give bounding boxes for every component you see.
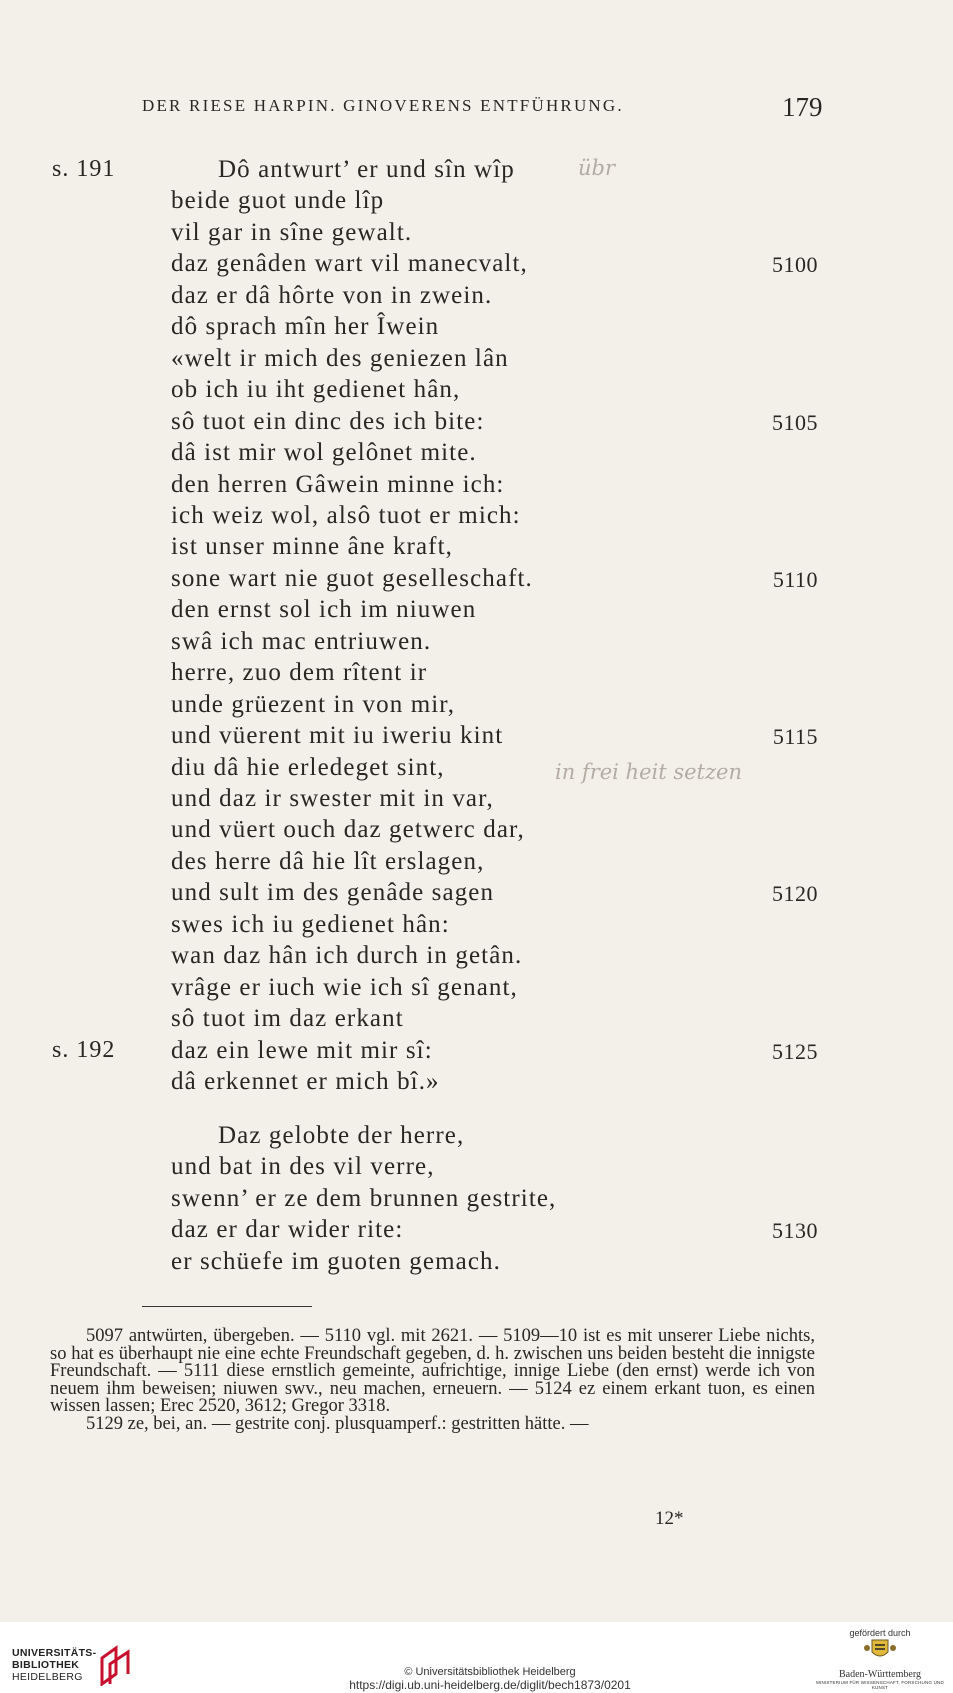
- verse-line: [0, 471, 953, 503]
- verse-line-number: 5115: [772, 724, 818, 750]
- verse-line: [0, 439, 953, 471]
- verse-line: [0, 911, 953, 943]
- running-header: [0, 92, 953, 122]
- verse-line-number: 5130: [772, 1218, 818, 1244]
- coat-of-arms-icon: [862, 1638, 898, 1662]
- verse-line: [0, 1122, 953, 1154]
- verse-text: daz genâden wart vil manecvalt,: [171, 250, 528, 278]
- verse-text: Dô antwurt’ er und sîn wîp: [218, 156, 515, 183]
- verse-line: [0, 187, 953, 219]
- footnote-divider: [142, 1306, 312, 1307]
- verse-line: [0, 722, 953, 754]
- verse-line: [0, 282, 953, 314]
- state-name: Baden-Württemberg: [838, 1669, 921, 1680]
- funder-block: [810, 1628, 950, 1690]
- signature-mark: 12*: [655, 1508, 684, 1529]
- verse-text: swenn’ er ze dem brunnen gestrite,: [171, 1184, 557, 1212]
- running-title: DER RIESE HARPIN. GINOVERENS ENTFÜHRUNG.: [142, 96, 624, 115]
- verse-text: daz er dar wider rite:: [171, 1216, 404, 1244]
- university-name-line: BIBLIOTHEK: [12, 1659, 80, 1671]
- verse-text: ob ich iu iht gedienet hân,: [171, 376, 461, 404]
- verse-text: daz ein lewe mit mir sî:: [171, 1036, 433, 1064]
- verse-line: [0, 250, 953, 282]
- verse-line: [0, 219, 953, 251]
- verse-text: sô tuot ein dinc des ich bite:: [171, 407, 485, 435]
- verse-text: dâ erkennet er mich bî.»: [171, 1068, 440, 1096]
- verse-text: er schüefe im guoten gemach.: [171, 1247, 501, 1275]
- verse-text: den herren Gâwein minne ich:: [171, 470, 505, 498]
- verse-line: [0, 313, 953, 345]
- university-name-line: UNIVERSITÄTS-: [12, 1647, 97, 1659]
- verse-line: [0, 565, 953, 597]
- verse-text: vil gar in sîne gewalt.: [171, 218, 413, 246]
- verse-line-number: 5120: [772, 881, 818, 907]
- section-marker: s. 192: [52, 1036, 116, 1063]
- pencil-annotation: übr: [578, 156, 616, 180]
- pencil-annotation: in frei heit setzen: [555, 760, 742, 784]
- verse-line-number: 5100: [772, 252, 818, 278]
- verse-text: diu dâ hie erledeget sint,: [171, 753, 445, 781]
- verse-text: sone wart nie guot geselleschaft.: [171, 564, 533, 592]
- verse-line: [0, 1037, 953, 1069]
- verse-line: [0, 942, 953, 974]
- verse-text: dâ ist mir wol gelônet mite.: [171, 439, 477, 467]
- verse-text: des herre dâ hie lît erslagen,: [171, 847, 485, 875]
- footnote-paragraph: 5097 antwürten, übergeben. — 5110 vgl. mit 2621. — 5109—10 ist es mit unserer Liebe nichts, so hat es überhaupt nie eine echte Freundschaft gegeben, d. h. zwischen uns beiden besteht die innigste Freundschaft. — 5111 diese ernstlich gemeinte, aufrichtige, innige Liebe (den ernst) werde ich von neuem ihm beweisen; niuwen swv., neu machen, erneuern. — 5124 ez einem erkant tuon, es einen wissen lassen; Erec 2520, 3612; Gregor 3318.: [50, 1326, 815, 1417]
- verse-line: [0, 785, 953, 817]
- verse-text: und vüerent mit iu iweriu kint: [171, 722, 504, 750]
- verse-text: und bat in des vil verre,: [171, 1153, 435, 1181]
- verse-line: [0, 879, 953, 911]
- section-marker: s. 191: [52, 156, 116, 182]
- library-logo-icon: [98, 1644, 134, 1686]
- verse-text: und daz ir swester mit in var,: [171, 785, 494, 812]
- verse-line: [0, 659, 953, 691]
- verse-line-number: 5105: [772, 409, 818, 435]
- verse-text: «welt ir mich des geniezen lân: [171, 344, 509, 372]
- page-number: 179: [782, 92, 823, 122]
- ministry-name: MINISTERIUM FÜR WISSENSCHAFT, FORSCHUNG UND KUNST: [816, 1680, 944, 1690]
- verse-text: Daz gelobte der herre,: [218, 1122, 465, 1149]
- verse-line: [0, 1248, 953, 1280]
- verse-line-number: 5125: [772, 1038, 818, 1064]
- verse-line: [0, 408, 953, 440]
- footer-bar: [0, 1622, 953, 1693]
- verse-text: ich weiz wol, alsô tuot er mich:: [171, 501, 521, 529]
- verse-line: [0, 596, 953, 628]
- verse-line: [0, 1185, 953, 1217]
- copyright-text: © Universitätsbibliothek Heidelberg: [404, 1666, 576, 1678]
- verse-text: beide guot unde lîp: [171, 187, 385, 215]
- verse-line: [0, 628, 953, 660]
- verse-line: [0, 156, 953, 188]
- verse-line: [0, 1153, 953, 1185]
- verse-text: den ernst sol ich im niuwen: [171, 596, 477, 624]
- footnotes: [50, 1328, 815, 1434]
- verse-text: herre, zuo dem rîtent ir: [171, 659, 428, 687]
- verse-line: [0, 533, 953, 565]
- verse-line: [0, 754, 953, 786]
- verse-line: [0, 816, 953, 848]
- permalink[interactable]: https://digi.ub.uni-heidelberg.de/diglit/bech1873/0201: [349, 1678, 631, 1692]
- verse-line: [0, 502, 953, 534]
- verse-text: wan daz hân ich durch in getân.: [171, 942, 523, 970]
- verse-line: [0, 345, 953, 377]
- verse-text: unde grüezent in von mir,: [171, 690, 456, 718]
- verse-text: daz er dâ hôrte von in zwein.: [171, 281, 493, 309]
- university-name-line: HEIDELBERG: [12, 1671, 83, 1683]
- verse-line: [0, 376, 953, 408]
- funded-by-label: gefördert durch: [849, 1628, 911, 1638]
- verse-text: ist unser minne âne kraft,: [171, 533, 453, 561]
- university-logo[interactable]: [12, 1647, 96, 1683]
- verse-line: [0, 1216, 953, 1248]
- verse-line: [0, 1005, 953, 1037]
- verse-line: [0, 848, 953, 880]
- verse-line-number: 5110: [772, 566, 818, 592]
- verse-line: [0, 1068, 953, 1100]
- verse-text: dô sprach mîn her Îwein: [171, 313, 440, 341]
- verse-text: swes ich iu gedienet hân:: [171, 910, 450, 938]
- verse-text: und vüert ouch daz getwerc dar,: [171, 816, 525, 844]
- verse-text: vrâge er iuch wie ich sî genant,: [171, 973, 518, 1001]
- verse-text: swâ ich mac entriuwen.: [171, 627, 432, 655]
- footer-credit: [310, 1666, 670, 1692]
- verse-text: und sult im des genâde sagen: [171, 879, 495, 907]
- verse-text: sô tuot im daz erkant: [171, 1005, 404, 1033]
- verse-line: [0, 691, 953, 723]
- footnote-paragraph: 5129 ze, bei, an. — gestrite conj. plusquamperf.: gestritten hätte. —: [86, 1413, 589, 1434]
- verse-line: [0, 974, 953, 1006]
